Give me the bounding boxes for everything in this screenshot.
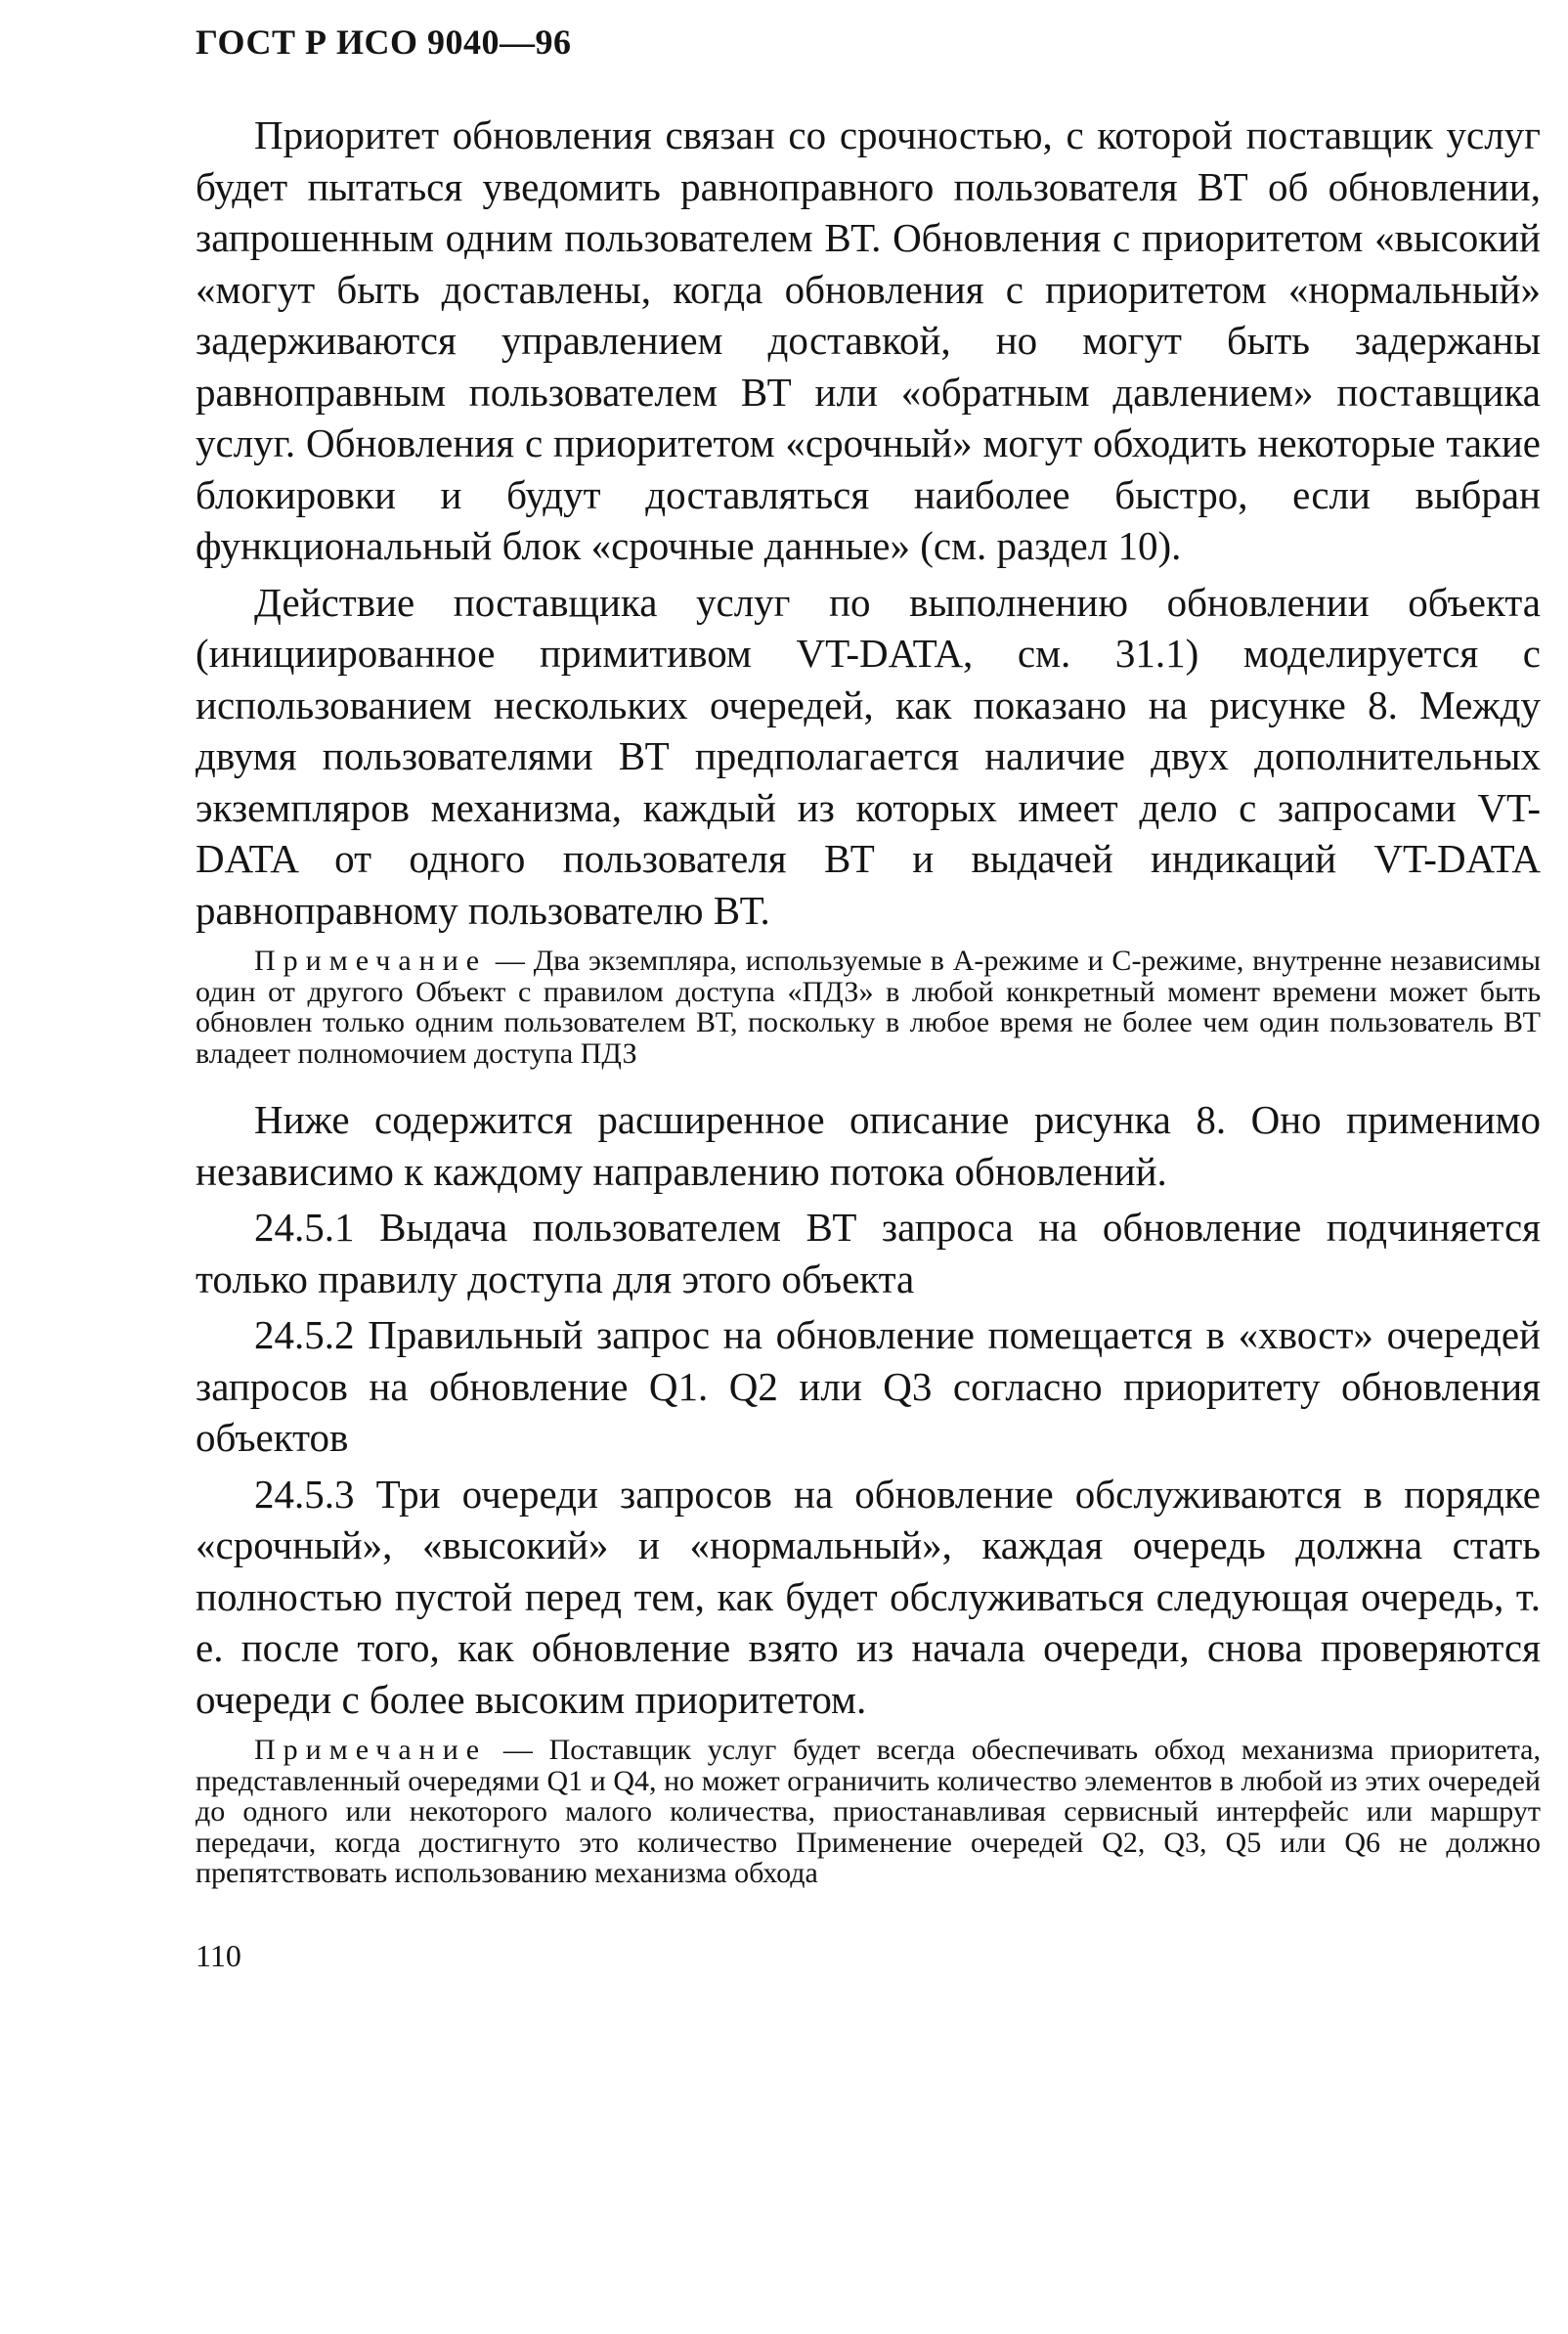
note-text: — Два экземпляра, используемые в А-режиме и С-режиме, внутренне независимы один от другого Объект с правилом доступа «ПДЗ» в любой конкретный момент времени может быть обновлен только одним пользователем ВТ, поскольку в любое время не более чем один пользователь ВТ владеет полномочием доступа ПДЗ	[196, 945, 1541, 1070]
paragraph-update-priority: Приоритет обновления связан со срочностью, с которой поставщик услуг будет пытаться уведомить равноправного пользователя ВТ об обновлении, запрошенным одним пользователем ВТ. Обновления с приоритетом «высокий «могут быть доставлены, когда обновления с приоритетом «нормальный» задерживаются управлением доставкой, но могут быть задержаны равноправным пользователем ВТ или «обратным давлением» поставщика услуг. Обновления с приоритетом «срочный» могут обходить некоторые такие блокировки и будут доставляться наиболее быстро, если выбран функциональный блок «срочные данные» (см. раздел 10).	[196, 112, 1541, 568]
note-label: Примечание	[254, 945, 488, 977]
paragraph-24-5-1: 24.5.1 Выдача пользователем ВТ запроса на обновление подчиняется только правилу доступа для этого объекта	[196, 1205, 1541, 1301]
paragraph-figure-description: Ниже содержится расширенное описание рисунка 8. Оно применимо независимо к каждому направлению потока обновлений.	[196, 1097, 1541, 1194]
note-text: — Поставщик услуг будет всегда обеспечивать обход механизма приоритета, представленный очередями Q1 и Q4, но может ограничить количество элементов в любой из этих очередей до одного или некоторого малого количества, приостанавливая сервисный интерфейс или маршрут передачи, когда достигнуто это количество Применение очередей Q2, Q3, Q5 или Q6 не должно препятствовать использованию механизма обхода	[196, 1734, 1541, 1889]
page-number: 110	[196, 1938, 241, 1973]
note-label: Примечание	[254, 1734, 488, 1766]
paragraph-24-5-2: 24.5.2 Правильный запрос на обновление помещается в «хвост» очередей запросов на обновление Q1. Q2 или Q3 согласно приоритету обновления объектов	[196, 1312, 1541, 1460]
note-bypass	[196, 1735, 1541, 1889]
document-header: ГОСТ Р ИСО 9040—96	[196, 22, 572, 62]
note-instances	[196, 946, 1541, 1069]
paragraph-24-5-3: 24.5.3 Три очереди запросов на обновление обслуживаются в порядке «срочный», «высокий» и «нормальный», каждая очередь должна стать полностью пустой перед тем, как будет обслуживаться следующая очередь, т. е. после того, как обновление взято из начала очереди, снова проверяются очереди с более высоким приоритетом.	[196, 1471, 1541, 1722]
paragraph-provider-action: Действие поставщика услуг по выполнению обновлении объекта (инициированное примитивом VT-DATA, см. 31.1) моделируется с использованием нескольких очередей, как показано на рисунке 8. Между двумя пользователями ВТ предполагается наличие двух дополнительных экземпляров механизма, каждый из которых имеет дело с запросами VT-DATA от одного пользователя ВТ и выдачей индикаций VT-DATA равноправному пользователю ВТ.	[196, 579, 1541, 933]
document-body	[196, 110, 1541, 1915]
